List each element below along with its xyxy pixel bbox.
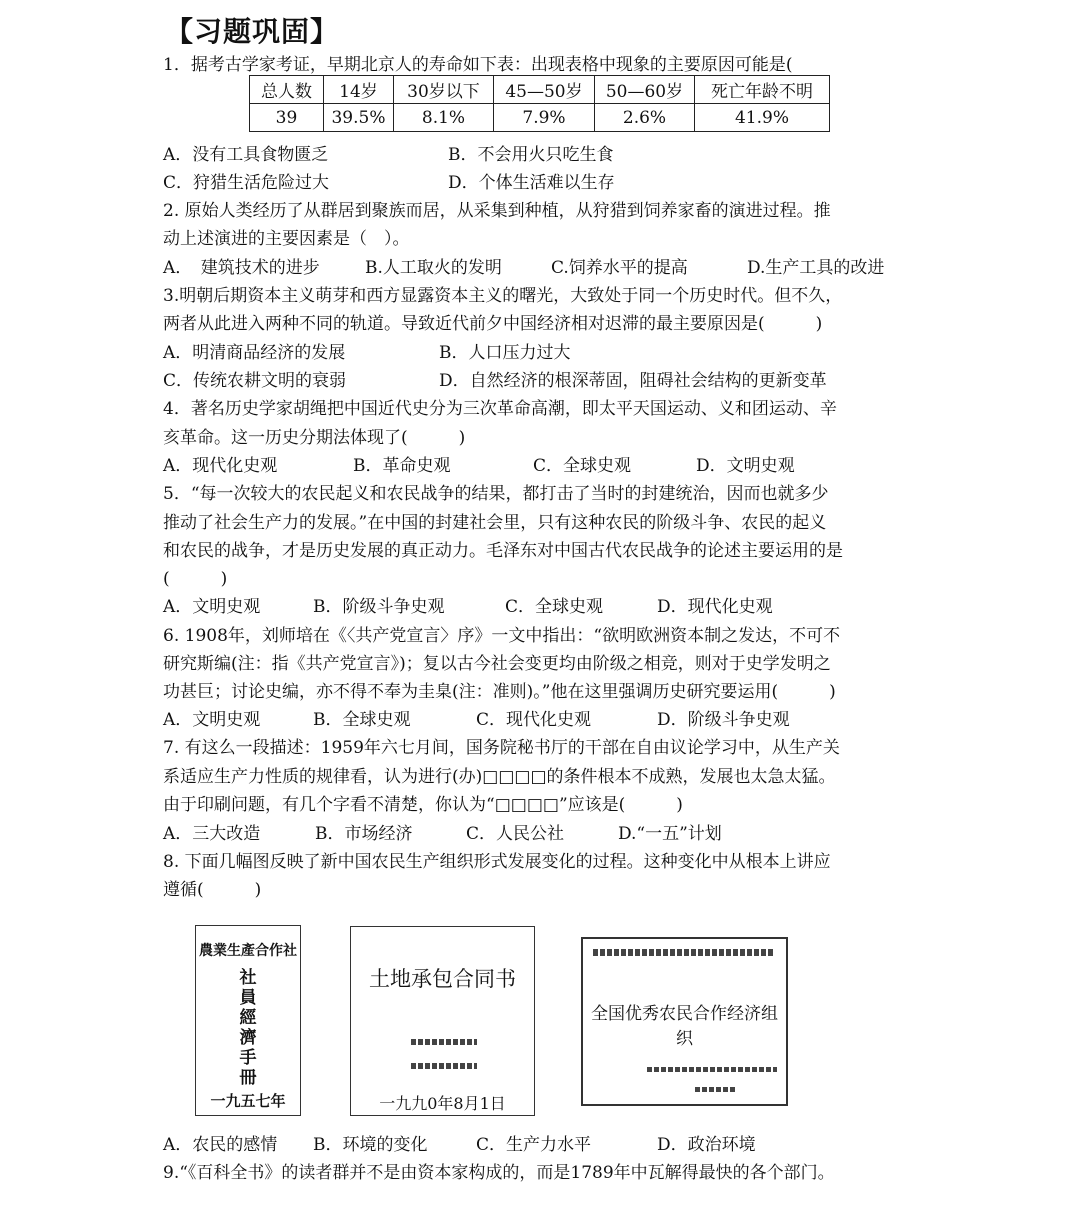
blurred-text-line (647, 1067, 777, 1072)
table-header-cell: 30岁以下 (394, 76, 494, 104)
blurred-text-line (695, 1087, 735, 1092)
blurred-text-line (411, 1063, 477, 1069)
q5-line1: 5．“每一次较大的农民起义和农民战争的结果，都打击了当时的封建统治，因而也就多少 (163, 484, 829, 504)
land-contract-image (350, 926, 535, 1116)
option-d[interactable]: D．阶级斗争史观 (657, 710, 790, 730)
q6-line1: 6. 1908年，刘师培在《〈共产党宣言〉序》一文中指出：“欲明欧洲资本制之发达，不可不 (163, 626, 841, 646)
q7-line2: 系适应生产力性质的规律看，认为进行(办)□□□□的条件根本不成熟，发展也太急太猛。 (163, 767, 836, 787)
option-d[interactable]: D．现代化史观 (657, 597, 773, 617)
q6-line3: 功甚巨；讨论史编，亦不得不奉为圭臬(注：准则)。”他在这里强调历史研究要运用( ) (163, 682, 836, 702)
q8-line1: 8. 下面几幅图反映了新中国农民生产组织形式发展变化的过程。这种变化中从根本上讲应 (163, 852, 831, 872)
q5-options (163, 596, 923, 618)
option-b[interactable]: B．全球史观 (313, 710, 411, 730)
q1-stem: 1．据考古学家考证，早期北京人的寿命如下表：出现表格中现象的主要原因可能是( (163, 55, 793, 75)
handbook-date: 一九五七年 (210, 1092, 286, 1110)
q1-options-row1 (163, 144, 923, 166)
q3-line2: 两者从此进入两种不同的轨道。导致近代前夕中国经济相对迟滞的最主要原因是( ) (163, 314, 823, 334)
option-d[interactable]: D．自然经济的根深蒂固，阻碍社会结构的更新变革 (439, 371, 827, 391)
q5-line2: 推动了社会生产力的发展。”在中国的封建社会里，只有这种农民的阶级斗争、农民的起义 (163, 513, 827, 533)
option-a[interactable]: A．三大改造 (163, 824, 261, 844)
table-cell: 7.9% (494, 104, 595, 132)
table-header-cell: 45—50岁 (494, 76, 595, 104)
q4-line2: 亥革命。这一历史分期法体现了( ) (163, 428, 466, 448)
handbook-char: 經 (239, 1008, 257, 1028)
q3-options-row1 (163, 342, 923, 364)
q9-line1: 9.“《百科全书》的读者群并不是由资本家构成的，而是1789年中瓦解得最快的各个部门。 (163, 1163, 835, 1183)
blurred-text-line (593, 949, 773, 956)
option-a[interactable]: A．农民的感情 (163, 1135, 278, 1155)
q7-line3: 由于印刷问题，有几个字看不清楚，你认为“□□□□”应该是( ) (163, 795, 683, 815)
table-header-cell: 14岁 (324, 76, 394, 104)
table-cell: 2.6% (595, 104, 695, 132)
option-d[interactable]: D.“一五”计划 (618, 824, 722, 844)
table-header-cell: 死亡年龄不明 (695, 76, 830, 104)
contract-title: 土地承包合同书 (369, 967, 516, 991)
table-header-row (250, 76, 830, 104)
handbook-char: 社 (239, 968, 257, 988)
table-cell: 41.9% (695, 104, 830, 132)
option-a[interactable]: A．明清商品经济的发展 (163, 343, 346, 363)
option-b[interactable]: B．革命史观 (353, 456, 451, 476)
option-c[interactable]: C．全球史观 (533, 456, 632, 476)
q7-line1: 7. 有这么一段描述：1959年六七月间，国务院秘书厅的干部在自由议论学习中，从生产关 (163, 738, 840, 758)
q8-options (163, 1134, 923, 1156)
q3-line1: 3.明朝后期资本主义萌芽和西方显露资本主义的曙光，大致处于同一个历史时代。但不久， (163, 286, 843, 306)
table-row (250, 104, 830, 132)
option-b[interactable]: B．环境的变化 (313, 1135, 428, 1155)
handbook-char: 濟 (239, 1028, 257, 1048)
option-a[interactable]: A．现代化史观 (163, 456, 278, 476)
q4-line1: 4．著名历史学家胡绳把中国近代史分为三次革命高潮，即太平天国运动、义和团运动、辛 (163, 399, 837, 419)
option-c[interactable]: C．狩猎生活危险过大 (163, 173, 330, 193)
q5-line3: 和农民的战争，才是历史发展的真正动力。毛泽东对中国古代农民战争的论述主要运用的是 (163, 541, 843, 561)
blurred-text-line (411, 1039, 477, 1045)
option-d[interactable]: D．政治环境 (657, 1135, 756, 1155)
option-d[interactable]: D．个体生活难以生存 (448, 173, 615, 193)
option-c[interactable]: C．人民公社 (466, 824, 565, 844)
handbook-char: 手 (239, 1048, 257, 1068)
option-a[interactable]: A．文明史观 (163, 597, 261, 617)
option-b[interactable]: B．人口压力过大 (439, 343, 571, 363)
option-b[interactable]: B．市场经济 (315, 824, 413, 844)
q5-line4: ( ) (163, 569, 228, 589)
lifespan-table (249, 75, 830, 132)
option-a[interactable]: A．文明史观 (163, 710, 261, 730)
q8-line2: 遵循( ) (163, 880, 262, 900)
handbook-char: 冊 (239, 1068, 257, 1088)
q3-options-row2 (163, 370, 923, 392)
table-cell: 39 (250, 104, 324, 132)
q2-line2: 动上述演进的主要因素是（ ）。 (163, 229, 410, 249)
option-a[interactable]: A． 建筑技术的进步 (163, 258, 320, 278)
contract-date: 一九九0年8月1日 (379, 1094, 506, 1113)
q4-options (163, 455, 923, 477)
q6-line2: 研究斯编(注：指《共产党宣言》)；复以古今社会变更均由阶级之相竞，则对于史学发明之 (163, 654, 831, 674)
option-c[interactable]: C．生产力水平 (476, 1135, 592, 1155)
option-c[interactable]: C.饲养水平的提高 (551, 258, 688, 278)
option-b[interactable]: B.人工取火的发明 (365, 258, 502, 278)
handbook-char: 員 (239, 988, 257, 1008)
option-b[interactable]: B．不会用火只吃生食 (448, 145, 614, 165)
plaque-title: 全国优秀农民合作经济组织 (591, 1004, 778, 1049)
option-c[interactable]: C．现代化史观 (476, 710, 592, 730)
option-c[interactable]: C．传统农耕文明的衰弱 (163, 371, 347, 391)
handbook-title: 農業生產合作社 (199, 943, 297, 959)
option-d[interactable]: D.生产工具的改进 (747, 258, 885, 278)
handbook-vertical-text (196, 968, 300, 1088)
q1-options-row2 (163, 172, 923, 194)
table-cell: 8.1% (394, 104, 494, 132)
q7-options (163, 823, 923, 845)
page-title: 【习题巩固】 (165, 15, 340, 48)
option-b[interactable]: B．阶级斗争史观 (313, 597, 445, 617)
table-header-cell: 总人数 (250, 76, 324, 104)
cooperative-plaque-image (581, 937, 788, 1106)
q6-options (163, 709, 923, 731)
option-d[interactable]: D．文明史观 (696, 456, 795, 476)
cooperative-handbook-image (195, 925, 301, 1116)
q2-options (163, 257, 923, 279)
option-c[interactable]: C．全球史观 (505, 597, 604, 617)
option-a[interactable]: A．没有工具食物匮乏 (163, 145, 329, 165)
table-header-cell: 50—60岁 (595, 76, 695, 104)
table-cell: 39.5% (324, 104, 394, 132)
q2-line1: 2. 原始人类经历了从群居到聚族而居，从采集到种植，从狩猎到饲养家畜的演进过程。推 (163, 201, 831, 221)
